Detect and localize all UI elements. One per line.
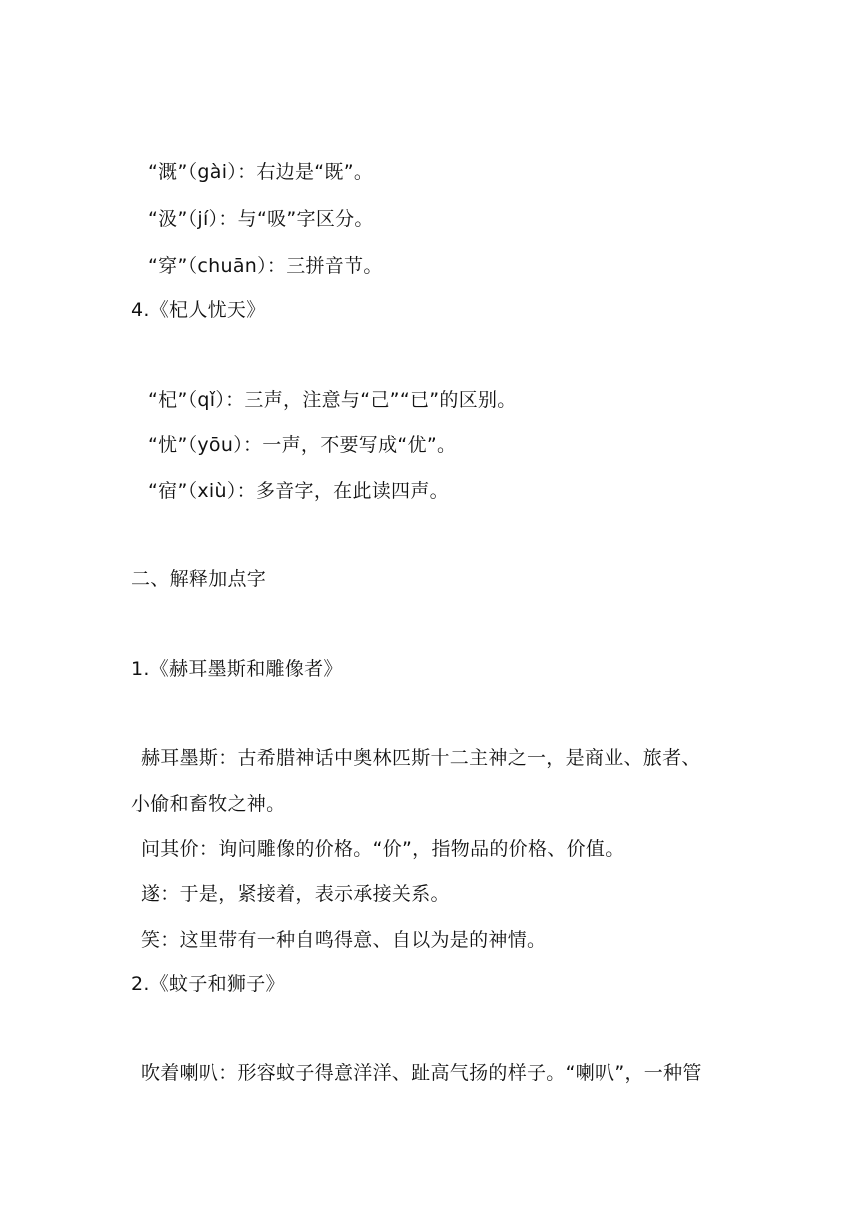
pronunciation-note-ji: “汲”（jí）：与“吸”字区分。 bbox=[148, 208, 374, 230]
pronunciation-note-you: “忧”（yōu）：一声，不要写成“优”。 bbox=[148, 434, 457, 456]
lesson-title-mosquito-lion: 2.《蚊子和狮子》 bbox=[131, 973, 285, 995]
section-heading: 二、解释加点字 bbox=[131, 568, 267, 590]
lesson-title-qi-ren-you-tian: 4.《杞人忧天》 bbox=[131, 299, 266, 321]
explanation-wen-qi-jia: 问其价：询问雕像的价格。“价”，指物品的价格、价值。 bbox=[141, 838, 625, 860]
explanation-sui: 遂：于是，紧接着，表示承接关系。 bbox=[141, 883, 450, 905]
pronunciation-note-qi: “杞”（qǐ）：三声，注意与“己”“已”的区别。 bbox=[148, 389, 517, 411]
lesson-title-hermes: 1.《赫耳墨斯和雕像者》 bbox=[131, 658, 343, 680]
explanation-la-ba: 吹着喇叭：形容蚊子得意洋洋、趾高气扬的样子。“喇叭”，一种管 bbox=[141, 1062, 702, 1084]
explanation-xiao: 笑：这里带有一种自鸣得意、自以为是的神情。 bbox=[141, 929, 547, 951]
explanation-hermes-line1: 赫耳墨斯：古希腊神话中奥林匹斯十二主神之一，是商业、旅者、 bbox=[141, 747, 701, 769]
explanation-hermes-line2: 小偷和畜牧之神。 bbox=[131, 793, 286, 815]
pronunciation-note-xiu: “宿”（xiù）：多音字，在此读四声。 bbox=[148, 480, 449, 502]
pronunciation-note-chuan: “穿”（chuān）：三拼音节。 bbox=[148, 255, 383, 277]
pronunciation-note-gai: “溉”（gài）：右边是“既”。 bbox=[148, 161, 374, 183]
